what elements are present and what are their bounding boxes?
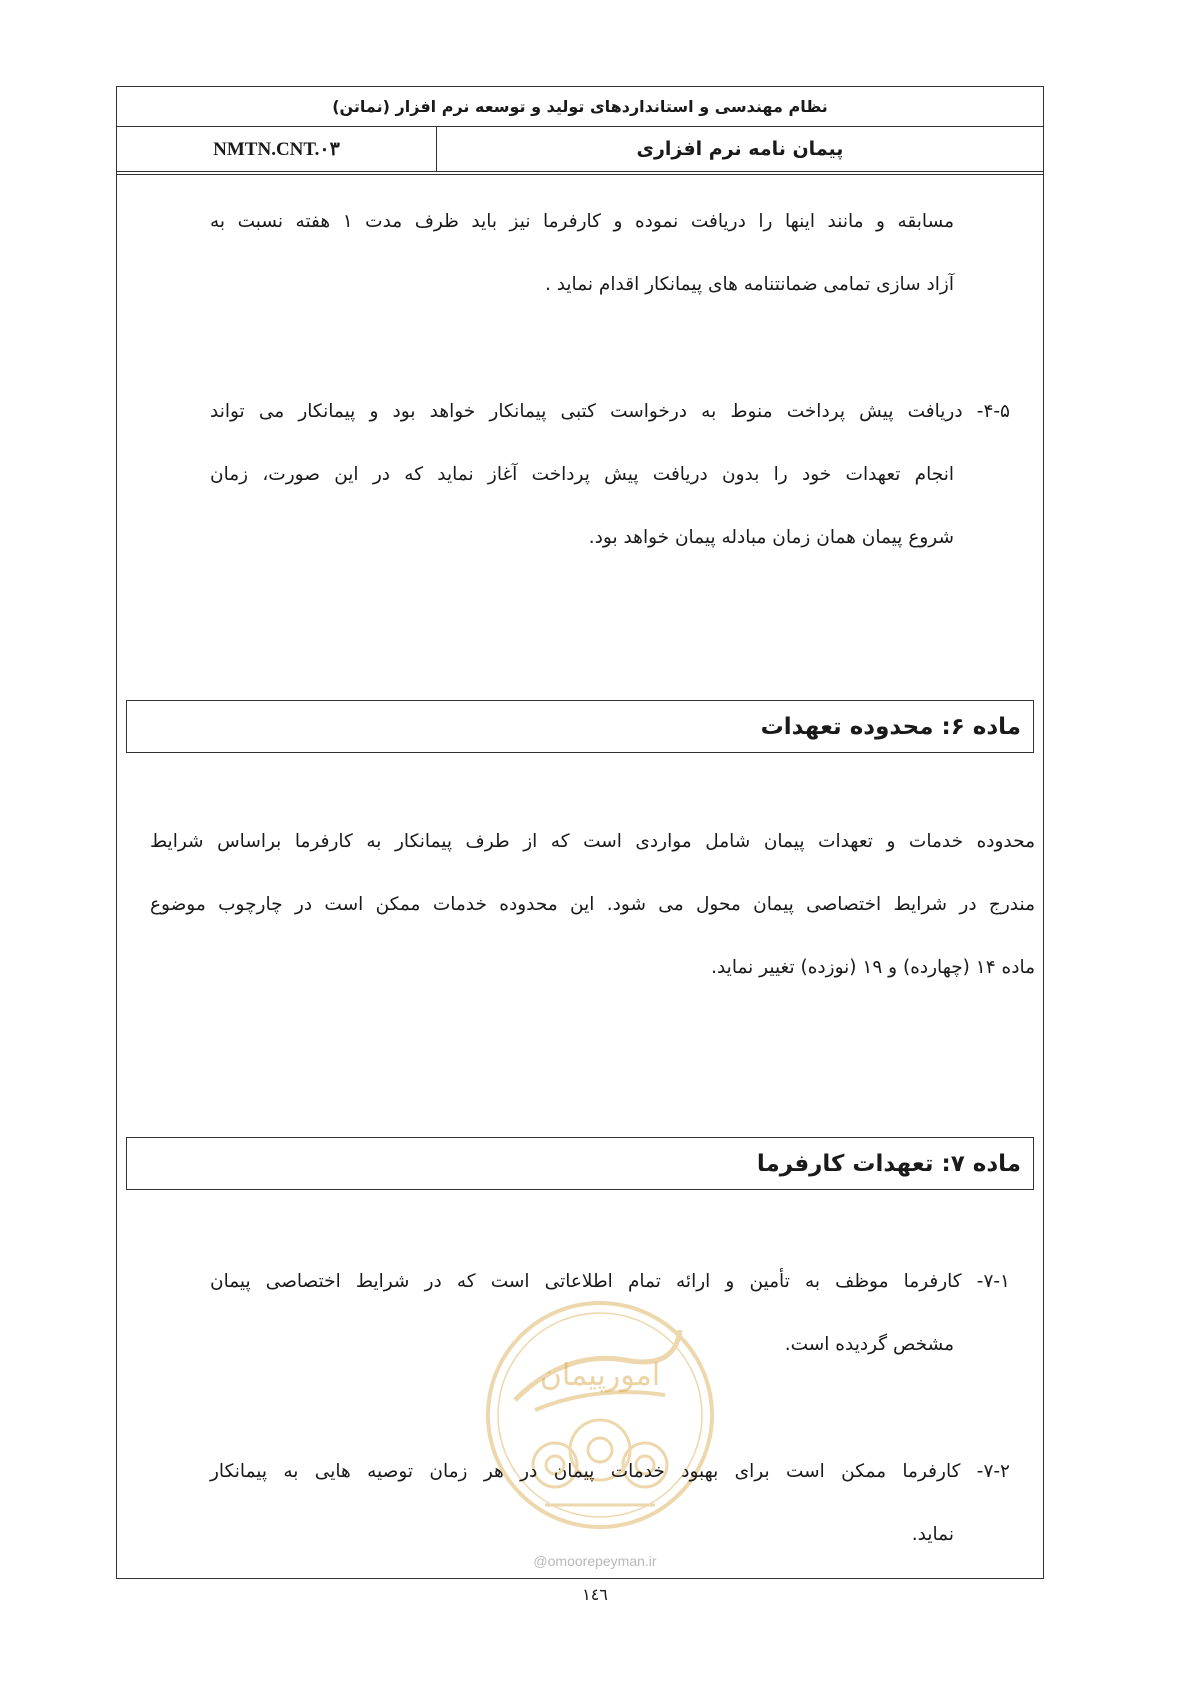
header-row <box>116 126 1044 172</box>
text-line: مندرج در شرایط اختصاصی پیمان محول می شود. این محدوده خدمات ممکن است در چارچوب موضوع <box>150 894 1035 915</box>
article-6-body <box>150 810 1035 999</box>
paragraph-continuation <box>210 190 954 316</box>
at-icon: @ <box>533 1553 548 1569</box>
text-line: مشخص گردیده است. <box>784 1334 954 1355</box>
clause-4-5 <box>210 380 1010 569</box>
document-code: NMTN.CNT.۰۳ <box>117 127 437 171</box>
text-line: ۴-۵- دریافت پیش پرداخت منوط به درخواست کتبی پیمانکار خواهد بود و پیمانکار می تواند <box>210 401 1010 422</box>
section-heading-article-7 <box>126 1137 1034 1190</box>
section-title: ماده ۷: تعهدات کارفرما <box>756 1150 1021 1177</box>
text-line: محدوده خدمات و تعهدات پیمان شامل مواردی است که از طرف پیمانکار به کارفرما براساس شرایط <box>150 831 1035 852</box>
text-line: شروع پیمان همان زمان مبادله پیمان خواهد بود. <box>588 527 954 548</box>
section-title: ماده ۶: محدوده تعهدات <box>760 713 1021 740</box>
text-line: آزاد سازی تمامی ضمانتنامه های پیمانکار اقدام نماید . <box>544 274 954 295</box>
text-line: مسابقه و مانند اینها را دریافت نموده و کارفرما نیز باید ظرف مدت ۱ هفته نسبت به <box>210 211 954 232</box>
text-line: انجام تعهدات خود را بدون دریافت پیش پرداخت آغاز نماید که در این صورت، زمان <box>210 464 954 485</box>
watermark-logo-text: امورپیمان <box>539 1358 661 1393</box>
text-line: نماید. <box>911 1524 954 1545</box>
text-line: ۷-۱- کارفرما موظف به تأمین و ارائه تمام اطلاعاتی است که در شرایط اختصاصی پیمان <box>210 1271 1010 1292</box>
page-number: ۱٤٦ <box>582 1585 608 1604</box>
section-heading-article-6 <box>126 700 1034 753</box>
watermark-url: @omoorepeyman.ir <box>533 1553 657 1569</box>
text-line: ۷-۲- کارفرما ممکن است برای بهبود خدمات پیمان در هر زمان توصیه هایی به پیمانکار <box>210 1461 1010 1482</box>
document-title: پیمان نامه نرم افزاری <box>636 138 844 160</box>
text-line: ماده ۱۴ (چهارده) و ۱۹ (نوزده) تغییر نماید. <box>711 957 1035 978</box>
header-divider <box>116 174 1044 175</box>
clause-7-2 <box>210 1440 1010 1566</box>
header-system-title: نظام مهندسی و استانداردهای تولید و توسعه نرم افزار (نماتن) <box>116 86 1044 127</box>
